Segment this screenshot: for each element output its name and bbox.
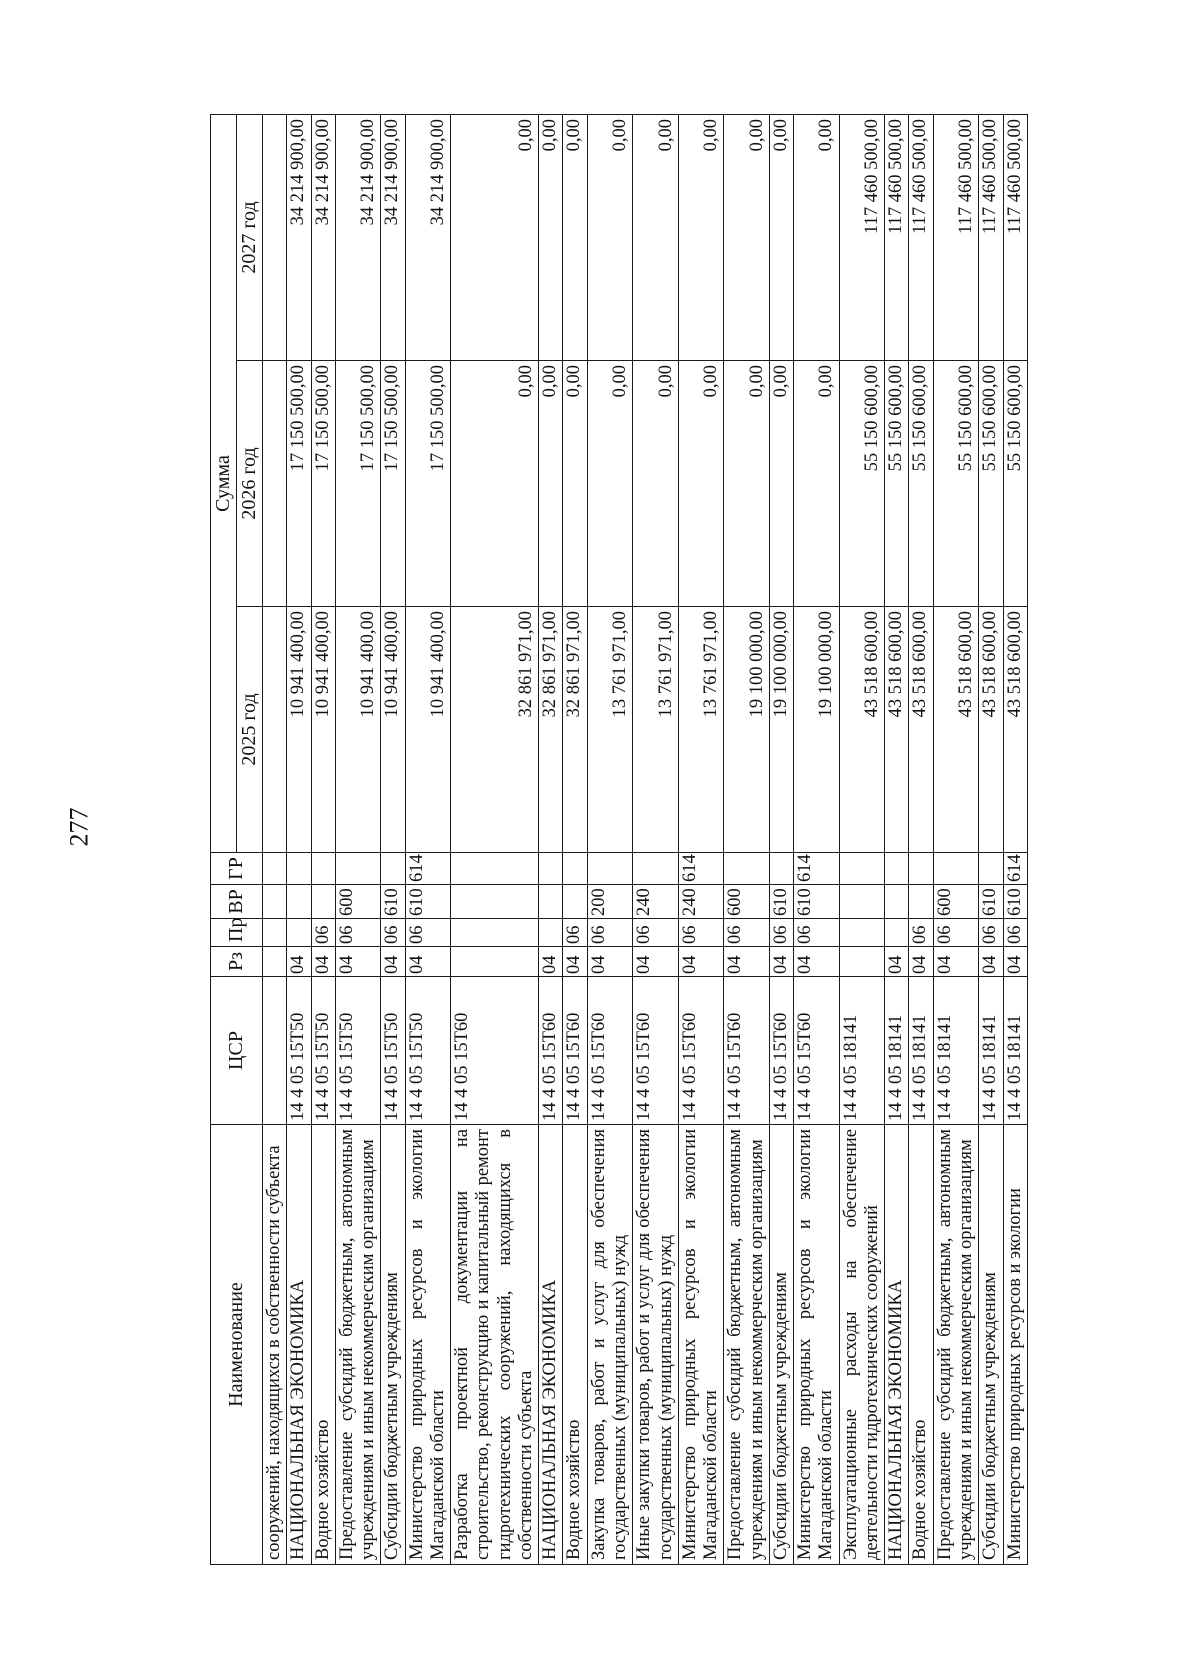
row-pr <box>839 919 885 947</box>
row-rz: 04 <box>381 947 405 977</box>
table-row <box>587 114 633 1564</box>
row-vr: 600 <box>933 885 979 919</box>
row-csr: 14 4 05 15Т60 <box>769 977 793 1125</box>
table-row <box>724 114 770 1564</box>
row-name: Министерство природных ресурсов и экологии Магаданской области <box>405 1125 451 1565</box>
row-gr <box>933 853 979 885</box>
row-name: Водное хозяйство <box>311 1125 335 1565</box>
row-pr: 06 <box>794 919 840 947</box>
row-csr: 14 4 05 15Т60 <box>563 977 587 1125</box>
row-sum-2027: 34 214 900,00 <box>405 114 451 360</box>
row-csr: 14 4 05 15Т60 <box>451 977 539 1125</box>
row-rz: 04 <box>909 947 933 977</box>
row-name: НАЦИОНАЛЬНАЯ ЭКОНОМИКА <box>287 1125 311 1565</box>
header-gr: ГР <box>211 853 263 885</box>
row-name: Водное хозяйство <box>909 1125 933 1565</box>
row-rz: 04 <box>335 947 381 977</box>
row-vr: 600 <box>335 885 381 919</box>
row-sum-2027: 34 214 900,00 <box>287 114 311 360</box>
row-sum-2026 <box>263 361 287 607</box>
row-sum-2026: 0,00 <box>563 361 587 607</box>
row-rz: 04 <box>769 947 793 977</box>
row-sum-2027: 0,00 <box>451 114 539 360</box>
row-pr <box>287 919 311 947</box>
row-sum-2025: 10 941 400,00 <box>311 607 335 853</box>
row-gr <box>909 853 933 885</box>
row-gr <box>979 853 1003 885</box>
row-sum-2025: 19 100 000,00 <box>724 607 770 853</box>
row-sum-2026: 0,00 <box>678 361 724 607</box>
row-sum-2025: 43 518 600,00 <box>1003 607 1027 853</box>
table-row <box>839 114 885 1564</box>
table-row <box>335 114 381 1564</box>
row-sum-2027: 117 460 500,00 <box>933 114 979 360</box>
row-name: Предоставление субсидий бюджетным, автономным учреждениям и иным некоммерческим организациям <box>724 1125 770 1565</box>
row-pr: 06 <box>587 919 633 947</box>
row-name: Министерство природных ресурсов и экологии <box>1003 1125 1027 1565</box>
row-gr <box>335 853 381 885</box>
row-vr <box>263 885 287 919</box>
row-rz: 04 <box>563 947 587 977</box>
row-pr: 06 <box>724 919 770 947</box>
row-vr: 610 <box>405 885 451 919</box>
row-pr: 06 <box>769 919 793 947</box>
row-pr: 06 <box>1003 919 1027 947</box>
header-year-2027: 2027 год <box>237 114 263 360</box>
row-sum-2025: 10 941 400,00 <box>381 607 405 853</box>
row-csr: 14 4 05 18141 <box>933 977 979 1125</box>
row-gr: 614 <box>794 853 840 885</box>
header-sum: Сумма <box>211 114 237 852</box>
row-sum-2026: 17 150 500,00 <box>335 361 381 607</box>
row-rz: 04 <box>633 947 679 977</box>
table-header <box>211 114 263 1564</box>
row-name: Министерство природных ресурсов и экологии Магаданской области <box>794 1125 840 1565</box>
row-gr: 614 <box>405 853 451 885</box>
row-csr: 14 4 05 18141 <box>979 977 1003 1125</box>
row-sum-2027: 0,00 <box>633 114 679 360</box>
row-pr: 06 <box>933 919 979 947</box>
row-pr: 06 <box>563 919 587 947</box>
table-row <box>405 114 451 1564</box>
row-sum-2025: 13 761 971,00 <box>633 607 679 853</box>
row-sum-2027: 34 214 900,00 <box>311 114 335 360</box>
row-csr: 14 4 05 15Т60 <box>587 977 633 1125</box>
row-csr: 14 4 05 15Т60 <box>794 977 840 1125</box>
table-row <box>287 114 311 1564</box>
row-sum-2026: 17 150 500,00 <box>405 361 451 607</box>
row-name: Разработка проектной документации на строительство, реконструкцию и капитальный ремонт гидротехнических сооружений, находящихся в собственности субъекта <box>451 1125 539 1565</box>
row-name: Предоставление субсидий бюджетным, автономным учреждениям и иным некоммерческим организациям <box>933 1125 979 1565</box>
row-csr: 14 4 05 15Т50 <box>405 977 451 1125</box>
row-vr <box>563 885 587 919</box>
row-sum-2027: 34 214 900,00 <box>381 114 405 360</box>
row-pr <box>885 919 909 947</box>
table-row <box>1003 114 1027 1564</box>
row-pr: 06 <box>381 919 405 947</box>
header-vr: ВР <box>211 885 263 919</box>
table-row <box>794 114 840 1564</box>
row-vr: 610 <box>794 885 840 919</box>
row-gr <box>724 853 770 885</box>
row-rz: 04 <box>587 947 633 977</box>
table-row <box>885 114 909 1564</box>
row-sum-2027 <box>263 114 287 360</box>
row-sum-2025: 10 941 400,00 <box>287 607 311 853</box>
row-pr <box>539 919 563 947</box>
row-name: НАЦИОНАЛЬНАЯ ЭКОНОМИКА <box>539 1125 563 1565</box>
row-sum-2025: 43 518 600,00 <box>909 607 933 853</box>
row-pr: 06 <box>979 919 1003 947</box>
row-rz: 04 <box>287 947 311 977</box>
row-gr <box>451 853 539 885</box>
row-sum-2027: 0,00 <box>794 114 840 360</box>
row-vr <box>909 885 933 919</box>
row-sum-2027: 0,00 <box>539 114 563 360</box>
row-vr: 610 <box>1003 885 1027 919</box>
row-gr <box>587 853 633 885</box>
row-name: Эксплуатационные расходы на обеспечение деятельности гидротехнических сооружений <box>839 1125 885 1565</box>
row-sum-2027: 0,00 <box>563 114 587 360</box>
row-sum-2026: 0,00 <box>794 361 840 607</box>
row-sum-2026: 17 150 500,00 <box>287 361 311 607</box>
header-pr: Пр <box>211 919 263 947</box>
row-rz: 04 <box>405 947 451 977</box>
budget-table <box>210 114 1028 1565</box>
header-year-2026: 2026 год <box>237 361 263 607</box>
row-rz <box>451 947 539 977</box>
row-sum-2026: 17 150 500,00 <box>311 361 335 607</box>
row-sum-2025: 13 761 971,00 <box>678 607 724 853</box>
row-gr: 614 <box>1003 853 1027 885</box>
header-rz: Рз <box>211 947 263 977</box>
row-sum-2027: 117 460 500,00 <box>1003 114 1027 360</box>
table-row <box>539 114 563 1564</box>
table-row <box>909 114 933 1564</box>
row-rz: 04 <box>933 947 979 977</box>
row-gr <box>381 853 405 885</box>
row-rz: 04 <box>885 947 909 977</box>
row-rz: 04 <box>1003 947 1027 977</box>
row-rz: 04 <box>794 947 840 977</box>
row-sum-2026: 55 150 600,00 <box>885 361 909 607</box>
row-name: Предоставление субсидий бюджетным, автономным учреждениям и иным некоммерческим организациям <box>335 1125 381 1565</box>
row-sum-2026: 0,00 <box>633 361 679 607</box>
table-row <box>769 114 793 1564</box>
table-row <box>263 114 287 1564</box>
row-vr: 610 <box>979 885 1003 919</box>
table-row <box>979 114 1003 1564</box>
row-csr: 14 4 05 15Т50 <box>381 977 405 1125</box>
row-pr <box>263 919 287 947</box>
row-gr <box>633 853 679 885</box>
row-csr: 14 4 05 15Т50 <box>311 977 335 1125</box>
row-sum-2025 <box>263 607 287 853</box>
row-sum-2025: 32 861 971,00 <box>563 607 587 853</box>
row-sum-2025: 43 518 600,00 <box>933 607 979 853</box>
row-rz: 04 <box>311 947 335 977</box>
row-name: Субсидии бюджетным учреждениям <box>979 1125 1003 1565</box>
row-gr <box>885 853 909 885</box>
table-row <box>311 114 335 1564</box>
row-sum-2026: 55 150 600,00 <box>839 361 885 607</box>
row-rz: 04 <box>979 947 1003 977</box>
row-sum-2026: 55 150 600,00 <box>1003 361 1027 607</box>
row-sum-2025: 32 861 971,00 <box>451 607 539 853</box>
row-gr <box>311 853 335 885</box>
row-gr <box>839 853 885 885</box>
row-rz: 04 <box>724 947 770 977</box>
row-name: НАЦИОНАЛЬНАЯ ЭКОНОМИКА <box>885 1125 909 1565</box>
row-sum-2026: 0,00 <box>724 361 770 607</box>
header-name: Наименование <box>211 1125 263 1565</box>
row-vr <box>539 885 563 919</box>
row-gr <box>539 853 563 885</box>
row-sum-2026: 55 150 600,00 <box>979 361 1003 607</box>
row-name: Водное хозяйство <box>563 1125 587 1565</box>
row-name: Министерство природных ресурсов и экологии Магаданской области <box>678 1125 724 1565</box>
row-pr: 06 <box>909 919 933 947</box>
row-vr <box>287 885 311 919</box>
row-vr: 200 <box>587 885 633 919</box>
row-rz <box>263 947 287 977</box>
row-vr <box>311 885 335 919</box>
row-sum-2025: 43 518 600,00 <box>885 607 909 853</box>
row-sum-2027: 117 460 500,00 <box>885 114 909 360</box>
row-sum-2027: 0,00 <box>678 114 724 360</box>
row-gr <box>769 853 793 885</box>
row-rz: 04 <box>678 947 724 977</box>
row-sum-2025: 43 518 600,00 <box>839 607 885 853</box>
row-csr: 14 4 05 15Т50 <box>287 977 311 1125</box>
table-row <box>451 114 539 1564</box>
row-vr: 610 <box>381 885 405 919</box>
row-vr: 240 <box>678 885 724 919</box>
row-csr: 14 4 05 15Т60 <box>633 977 679 1125</box>
row-gr <box>287 853 311 885</box>
row-sum-2025: 13 761 971,00 <box>587 607 633 853</box>
row-csr: 14 4 05 15Т60 <box>678 977 724 1125</box>
row-gr <box>263 853 287 885</box>
row-sum-2025: 19 100 000,00 <box>769 607 793 853</box>
table-row <box>678 114 724 1564</box>
row-name: Иные закупки товаров, работ и услуг для обеспечения государственных (муниципальных) нужд <box>633 1125 679 1565</box>
header-year-2025: 2025 год <box>237 607 263 853</box>
row-sum-2027: 117 460 500,00 <box>909 114 933 360</box>
row-csr: 14 4 05 18141 <box>909 977 933 1125</box>
row-csr: 14 4 05 15Т60 <box>724 977 770 1125</box>
header-csr: ЦСР <box>211 977 263 1125</box>
table-row <box>563 114 587 1564</box>
row-rz: 04 <box>539 947 563 977</box>
row-sum-2027: 117 460 500,00 <box>979 114 1003 360</box>
table-body <box>263 114 1028 1564</box>
row-vr: 240 <box>633 885 679 919</box>
row-sum-2025: 10 941 400,00 <box>405 607 451 853</box>
row-name: Субсидии бюджетным учреждениям <box>381 1125 405 1565</box>
row-csr: 14 4 05 15Т60 <box>539 977 563 1125</box>
row-sum-2027: 0,00 <box>587 114 633 360</box>
row-sum-2027: 34 214 900,00 <box>335 114 381 360</box>
row-vr: 610 <box>769 885 793 919</box>
row-sum-2027: 0,00 <box>724 114 770 360</box>
row-name: Закупка товаров, работ и услуг для обеспечения государственных (муниципальных) нужд <box>587 1125 633 1565</box>
row-sum-2025: 19 100 000,00 <box>794 607 840 853</box>
table-row <box>933 114 979 1564</box>
row-name: Субсидии бюджетным учреждениям <box>769 1125 793 1565</box>
row-sum-2026: 0,00 <box>539 361 563 607</box>
row-vr <box>839 885 885 919</box>
table-row <box>381 114 405 1564</box>
row-sum-2027: 0,00 <box>769 114 793 360</box>
row-csr <box>263 977 287 1125</box>
row-sum-2025: 43 518 600,00 <box>979 607 1003 853</box>
row-sum-2027: 117 460 500,00 <box>839 114 885 360</box>
row-sum-2026: 0,00 <box>451 361 539 607</box>
row-sum-2025: 10 941 400,00 <box>335 607 381 853</box>
row-sum-2026: 55 150 600,00 <box>909 361 933 607</box>
row-name: сооружений, находящихся в собственности субъекта <box>263 1125 287 1565</box>
page-number: 277 <box>64 807 94 847</box>
row-sum-2026: 17 150 500,00 <box>381 361 405 607</box>
row-csr: 14 4 05 18141 <box>1003 977 1027 1125</box>
row-sum-2026: 0,00 <box>769 361 793 607</box>
row-sum-2026: 55 150 600,00 <box>933 361 979 607</box>
row-rz <box>839 947 885 977</box>
row-csr: 14 4 05 15Т50 <box>335 977 381 1125</box>
row-sum-2025: 32 861 971,00 <box>539 607 563 853</box>
table-row <box>633 114 679 1564</box>
row-gr: 614 <box>678 853 724 885</box>
row-pr: 06 <box>311 919 335 947</box>
row-pr: 06 <box>678 919 724 947</box>
row-vr <box>451 885 539 919</box>
row-csr: 14 4 05 18141 <box>839 977 885 1125</box>
row-pr <box>451 919 539 947</box>
row-vr: 600 <box>724 885 770 919</box>
row-gr <box>563 853 587 885</box>
row-pr: 06 <box>405 919 451 947</box>
row-pr: 06 <box>633 919 679 947</box>
rotated-table-wrapper <box>210 115 1028 1565</box>
row-csr: 14 4 05 18141 <box>885 977 909 1125</box>
row-pr: 06 <box>335 919 381 947</box>
row-sum-2026: 0,00 <box>587 361 633 607</box>
row-vr <box>885 885 909 919</box>
